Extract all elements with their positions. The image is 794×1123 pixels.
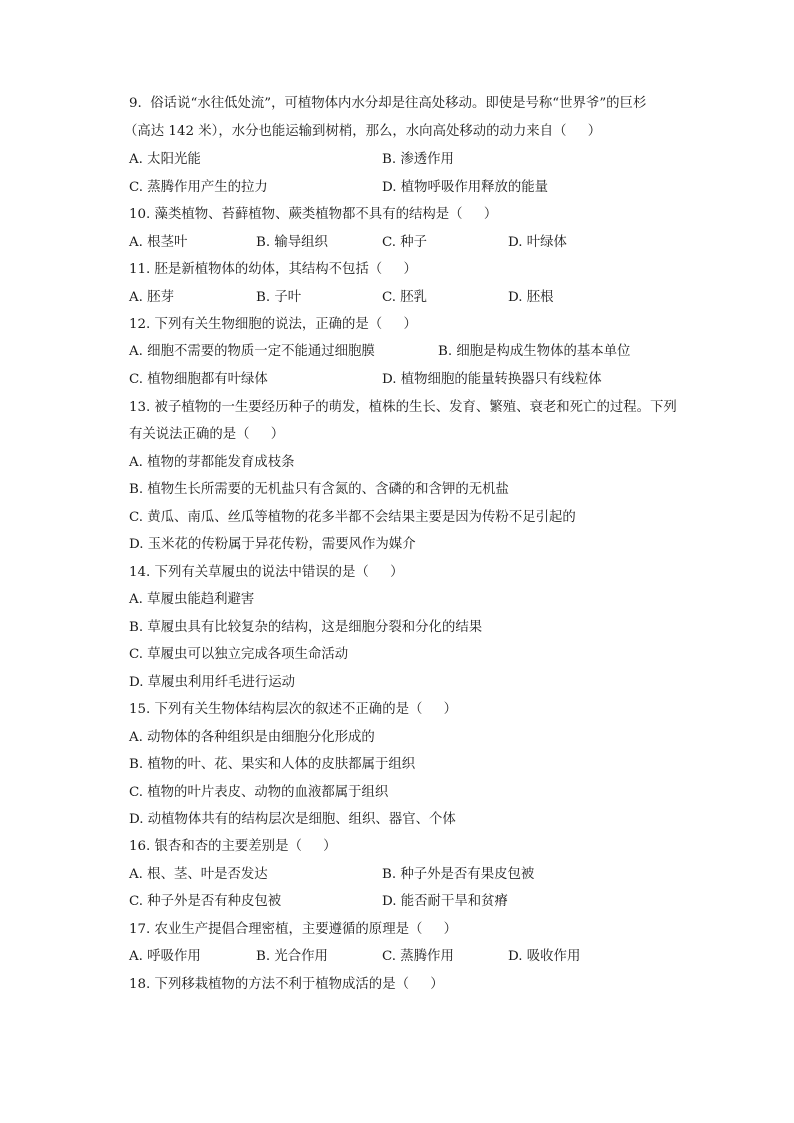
question-9-stem-line-2: （高达 142 米），水分也能运输到树梢，那么，水向高处移动的动力来自（ ） [124, 124, 602, 139]
question-15-stem: 15. 下列有关生物体结构层次的叙述不正确的是（ ） [129, 702, 458, 717]
question-17-option-d: D. 吸收作用 [508, 949, 581, 964]
question-16-option-c: C. 种子外是否有种皮包被 [129, 894, 282, 909]
question-17-option-a: A. 呼吸作用 [129, 949, 201, 964]
question-14-option-b: B. 草履虫具有比较复杂的结构，这是细胞分裂和分化的结果 [129, 620, 483, 635]
question-9-option-b: B. 渗透作用 [382, 152, 454, 167]
question-13-stem-line-1: 13. 被子植物的一生要经历种子的萌发，植株的生长、发育、繁殖、衰老和死亡的过程。下列 [129, 400, 677, 415]
question-9-option-a: A. 太阳光能 [129, 152, 201, 167]
question-13-option-d: D. 玉米花的传粉属于异花传粉，需要风作为媒介 [129, 537, 416, 552]
question-10-option-d: D. 叶绿体 [508, 235, 567, 250]
question-11-option-c: C. 胚乳 [382, 290, 428, 305]
question-18-stem: 18. 下列移栽植物的方法不利于植物成活的是（ ） [129, 977, 444, 992]
question-11-stem: 11. 胚是新植物体的幼体，其结构不包括（ ） [129, 262, 417, 277]
question-11-option-d: D. 胚根 [508, 290, 554, 305]
question-17-stem: 17. 农业生产提倡合理密植，主要遵循的原理是（ ） [129, 922, 458, 937]
question-15-option-d: D. 动植物体共有的结构层次是细胞、组织、器官、个体 [129, 812, 456, 827]
question-14-option-c: C. 草履虫可以独立完成各项生命活动 [129, 647, 349, 662]
question-15-option-c: C. 植物的叶片表皮、动物的血液都属于组织 [129, 785, 389, 800]
question-16-option-b: B. 种子外是否有果皮包被 [382, 867, 535, 882]
question-14-option-a: A. 草履虫能趋利避害 [129, 592, 255, 607]
question-13-option-b: B. 植物生长所需要的无机盐只有含氮的、含磷的和含钾的无机盐 [129, 482, 509, 497]
question-9-option-d: D. 植物呼吸作用释放的能量 [382, 180, 549, 195]
question-13-stem-line-2: 有关说法正确的是（ ） [129, 427, 285, 442]
question-15-option-b: B. 植物的叶、花、果实和人体的皮肤都属于组织 [129, 757, 416, 772]
question-17-option-b: B. 光合作用 [256, 949, 328, 964]
question-9-option-c: C. 蒸腾作用产生的拉力 [129, 180, 268, 195]
question-11-option-a: A. 胚芽 [129, 290, 174, 305]
question-10-option-b: B. 输导组织 [256, 235, 328, 250]
question-17-option-c: C. 蒸腾作用 [382, 949, 454, 964]
question-14-option-d: D. 草履虫利用纤毛进行运动 [129, 675, 296, 690]
question-15-option-a: A. 动物体的各种组织是由细胞分化形成的 [129, 730, 375, 745]
question-12-stem: 12. 下列有关生物细胞的说法，正确的是（ ） [129, 317, 417, 332]
question-16-stem: 16. 银杏和杏的主要差别是（ ） [129, 839, 337, 854]
question-13-option-a: A. 植物的芽都能发育成枝条 [129, 455, 295, 470]
question-12-option-a: A. 细胞不需要的物质一定不能通过细胞膜 [129, 344, 375, 359]
question-16-option-a: A. 根、茎、叶是否发达 [129, 867, 268, 882]
question-10-stem: 10. 藻类植物、苔藓植物、蕨类植物都不具有的结构是（ ） [129, 207, 498, 222]
question-11-option-b: B. 子叶 [256, 290, 302, 305]
question-12-option-b: B. 细胞是构成生物体的基本单位 [438, 344, 631, 359]
question-12-option-c: C. 植物细胞都有叶绿体 [129, 372, 268, 387]
question-12-option-d: D. 植物细胞的能量转换器只有线粒体 [382, 372, 602, 387]
question-10-option-a: A. 根茎叶 [129, 235, 188, 250]
question-14-stem: 14. 下列有关草履虫的说法中错误的是（ ） [129, 565, 404, 580]
question-16-option-d: D. 能否耐干旱和贫瘠 [382, 894, 508, 909]
question-10-option-c: C. 种子 [382, 235, 428, 250]
question-9-stem-line-1: 9. 俗话说“水往低处流”，可植物体内水分却是往高处移动。即使是号称“世界爷”的巨杉 [129, 96, 647, 111]
question-13-option-c: C. 黄瓜、南瓜、丝瓜等植物的花多半都不会结果主要是因为传粉不足引起的 [129, 510, 576, 525]
